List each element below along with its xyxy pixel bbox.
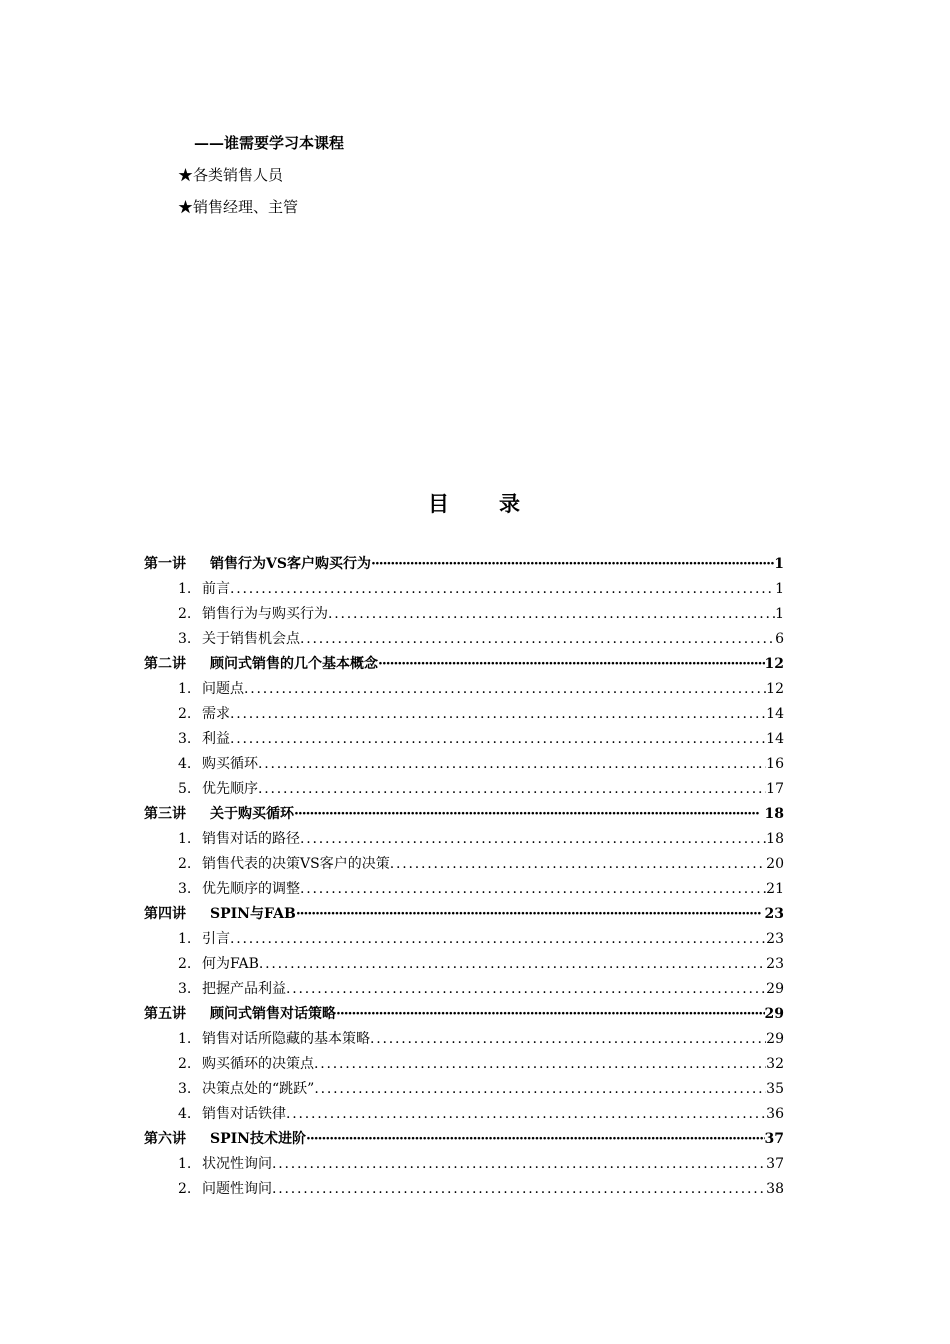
toc-chapter-row[interactable] bbox=[144, 802, 784, 827]
section-page: 17 bbox=[766, 781, 784, 797]
section-number: 3. bbox=[178, 1081, 192, 1097]
chapter-page: 29 bbox=[764, 1006, 784, 1022]
section-title: 问题性询问 bbox=[202, 1181, 272, 1197]
section-page: 29 bbox=[766, 981, 784, 997]
chapter-number: 第六讲 bbox=[144, 1131, 186, 1147]
toc-heading-left: 目 bbox=[428, 491, 451, 516]
toc-section-label bbox=[178, 877, 300, 902]
dot-leader bbox=[300, 827, 766, 852]
audience-block bbox=[178, 132, 344, 228]
toc-section-row[interactable] bbox=[144, 677, 784, 702]
dot-leader bbox=[314, 1077, 766, 1102]
section-number: 3. bbox=[178, 731, 192, 747]
section-number: 1. bbox=[178, 931, 192, 947]
dot-leader bbox=[328, 602, 775, 627]
dot-leader bbox=[272, 1177, 766, 1202]
chapter-number: 第三讲 bbox=[144, 806, 186, 822]
chapter-number: 第一讲 bbox=[144, 556, 186, 572]
dot-leader bbox=[300, 877, 766, 902]
chapter-page: 12 bbox=[764, 656, 784, 672]
dot-leader bbox=[258, 752, 766, 777]
section-title: 何为FAB bbox=[202, 956, 259, 972]
audience-item: ★销售经理、主管 bbox=[178, 198, 299, 216]
section-number: 1. bbox=[178, 1031, 192, 1047]
toc-chapter-row[interactable] bbox=[144, 652, 784, 677]
section-number: 2. bbox=[178, 706, 192, 722]
toc-section-label bbox=[178, 627, 300, 652]
toc-section-row[interactable] bbox=[144, 1152, 784, 1177]
toc-section-label bbox=[178, 1177, 272, 1202]
chapter-title: SPIN技术进阶 bbox=[210, 1131, 306, 1147]
section-title: 优先顺序 bbox=[202, 781, 258, 797]
toc-chapter-label bbox=[144, 552, 371, 577]
toc-section-row[interactable] bbox=[144, 627, 784, 652]
toc-section-row[interactable] bbox=[144, 727, 784, 752]
section-title: 前言 bbox=[202, 581, 230, 597]
toc-section-row[interactable] bbox=[144, 852, 784, 877]
section-number: 3. bbox=[178, 881, 192, 897]
section-number: 4. bbox=[178, 1106, 192, 1122]
section-page: 20 bbox=[766, 856, 784, 872]
toc-chapter-row[interactable] bbox=[144, 552, 784, 577]
toc-section-label bbox=[178, 852, 390, 877]
toc-section-label bbox=[178, 952, 259, 977]
toc-section-row[interactable] bbox=[144, 827, 784, 852]
dot-leader bbox=[244, 677, 766, 702]
toc-section-row[interactable] bbox=[144, 1102, 784, 1127]
section-number: 4. bbox=[178, 756, 192, 772]
section-number: 2. bbox=[178, 956, 192, 972]
toc-chapter-row[interactable] bbox=[144, 902, 784, 927]
dot-leader bbox=[230, 927, 766, 952]
toc-section-row[interactable] bbox=[144, 1052, 784, 1077]
chapter-title: 顾问式销售对话策略 bbox=[210, 1006, 336, 1022]
section-title: 决策点处的“跳跃” bbox=[202, 1081, 315, 1097]
chapter-page: 1 bbox=[774, 556, 784, 572]
section-title: 购买循环的决策点 bbox=[202, 1056, 314, 1072]
chapter-page: 37 bbox=[764, 1131, 784, 1147]
dot-leader bbox=[286, 1102, 766, 1127]
toc-section-label bbox=[178, 602, 328, 627]
toc-chapter-label bbox=[144, 652, 378, 677]
toc-chapter-label bbox=[144, 802, 294, 827]
toc-section-row[interactable] bbox=[144, 577, 784, 602]
dot-leader bbox=[230, 702, 766, 727]
section-title: 状况性询问 bbox=[202, 1156, 272, 1172]
toc-section-row[interactable] bbox=[144, 977, 784, 1002]
toc-chapter-row[interactable] bbox=[144, 1002, 784, 1027]
dot-leader bbox=[230, 577, 775, 602]
toc-section-row[interactable] bbox=[144, 1027, 784, 1052]
dot-leader bbox=[306, 1127, 765, 1152]
toc-section-label bbox=[178, 777, 258, 802]
section-title: 把握产品利益 bbox=[202, 981, 286, 997]
section-number: 2. bbox=[178, 856, 192, 872]
section-page: 35 bbox=[766, 1081, 784, 1097]
dot-leader bbox=[300, 627, 775, 652]
toc-section-row[interactable] bbox=[144, 952, 784, 977]
chapter-title: SPIN与FAB bbox=[210, 906, 296, 922]
chapter-title: 关于购买循环 bbox=[210, 806, 294, 822]
section-number: 2. bbox=[178, 606, 192, 622]
toc-section-label bbox=[178, 1052, 314, 1077]
section-title: 利益 bbox=[202, 731, 230, 747]
table-of-contents bbox=[144, 552, 784, 1202]
dot-leader bbox=[370, 1027, 766, 1052]
section-page: 23 bbox=[766, 931, 784, 947]
dot-leader bbox=[314, 1052, 766, 1077]
section-number: 3. bbox=[178, 981, 192, 997]
section-title: 销售对话铁律 bbox=[202, 1106, 286, 1122]
dot-leader bbox=[272, 1152, 766, 1177]
section-page: 18 bbox=[766, 831, 784, 847]
section-title: 销售代表的决策VS客户的决策 bbox=[202, 856, 390, 872]
chapter-number: 第四讲 bbox=[144, 906, 186, 922]
toc-section-label bbox=[178, 1152, 272, 1177]
section-page: 21 bbox=[766, 881, 784, 897]
section-title: 购买循环 bbox=[202, 756, 258, 772]
toc-section-row[interactable] bbox=[144, 1077, 784, 1102]
toc-section-label bbox=[178, 1077, 314, 1102]
toc-section-label bbox=[178, 577, 230, 602]
chapter-number: 第五讲 bbox=[144, 1006, 186, 1022]
section-title: 需求 bbox=[202, 706, 230, 722]
toc-section-row[interactable] bbox=[144, 752, 784, 777]
toc-section-row[interactable] bbox=[144, 1177, 784, 1202]
section-number: 3. bbox=[178, 631, 192, 647]
chapter-number: 第二讲 bbox=[144, 656, 186, 672]
section-title: 销售对话所隐藏的基本策略 bbox=[202, 1031, 370, 1047]
dot-leader bbox=[390, 852, 766, 877]
toc-section-label bbox=[178, 727, 230, 752]
section-number: 2. bbox=[178, 1181, 192, 1197]
toc-heading bbox=[0, 488, 950, 518]
audience-item: ★各类销售人员 bbox=[178, 166, 284, 184]
toc-section-label bbox=[178, 977, 286, 1002]
chapter-title: 顾问式销售的几个基本概念 bbox=[210, 656, 378, 672]
section-page: 29 bbox=[766, 1031, 784, 1047]
section-number: 1. bbox=[178, 681, 192, 697]
section-page: 1 bbox=[775, 581, 784, 597]
toc-section-row[interactable] bbox=[144, 927, 784, 952]
section-number: 1. bbox=[178, 581, 192, 597]
toc-section-label bbox=[178, 827, 300, 852]
section-number: 5. bbox=[178, 781, 192, 797]
toc-chapter-row[interactable] bbox=[144, 1127, 784, 1152]
toc-chapter-label bbox=[144, 1127, 306, 1152]
section-title: 销售行为与购买行为 bbox=[202, 606, 328, 622]
section-title: 问题点 bbox=[202, 681, 244, 697]
section-page: 6 bbox=[775, 631, 784, 647]
dot-leader bbox=[296, 902, 765, 927]
dot-leader bbox=[286, 977, 766, 1002]
toc-section-row[interactable] bbox=[144, 777, 784, 802]
toc-section-label bbox=[178, 1027, 370, 1052]
section-page: 14 bbox=[766, 706, 784, 722]
section-page: 12 bbox=[766, 681, 784, 697]
toc-section-label bbox=[178, 1102, 286, 1127]
toc-section-row[interactable] bbox=[144, 702, 784, 727]
section-number: 1. bbox=[178, 1156, 192, 1172]
dot-leader bbox=[294, 802, 765, 827]
toc-section-row[interactable] bbox=[144, 877, 784, 902]
toc-section-label bbox=[178, 677, 244, 702]
section-page: 36 bbox=[766, 1106, 784, 1122]
section-page: 16 bbox=[766, 756, 784, 772]
section-page: 1 bbox=[775, 606, 784, 622]
toc-chapter-label bbox=[144, 902, 296, 927]
toc-section-label bbox=[178, 927, 230, 952]
section-page: 23 bbox=[766, 956, 784, 972]
dot-leader bbox=[336, 1002, 765, 1027]
section-page: 38 bbox=[766, 1181, 784, 1197]
toc-section-label bbox=[178, 752, 258, 777]
section-page: 14 bbox=[766, 731, 784, 747]
toc-chapter-label bbox=[144, 1002, 336, 1027]
section-title: 销售对话的路径 bbox=[202, 831, 300, 847]
section-title: 关于销售机会点 bbox=[202, 631, 300, 647]
section-page: 32 bbox=[766, 1056, 784, 1072]
chapter-page: 23 bbox=[764, 906, 784, 922]
toc-section-label bbox=[178, 702, 230, 727]
audience-title: ——谁需要学习本课程 bbox=[194, 134, 345, 152]
chapter-page: 18 bbox=[764, 806, 784, 822]
dot-leader bbox=[259, 952, 766, 977]
dot-leader bbox=[258, 777, 766, 802]
section-title: 引言 bbox=[202, 931, 230, 947]
toc-heading-right: 录 bbox=[499, 491, 522, 516]
section-page: 37 bbox=[766, 1156, 784, 1172]
section-number: 1. bbox=[178, 831, 192, 847]
toc-section-row[interactable] bbox=[144, 602, 784, 627]
section-title: 优先顺序的调整 bbox=[202, 881, 300, 897]
dot-leader bbox=[371, 552, 774, 577]
section-number: 2. bbox=[178, 1056, 192, 1072]
dot-leader bbox=[230, 727, 766, 752]
chapter-title: 销售行为VS客户购买行为 bbox=[210, 556, 371, 572]
dot-leader bbox=[378, 652, 765, 677]
